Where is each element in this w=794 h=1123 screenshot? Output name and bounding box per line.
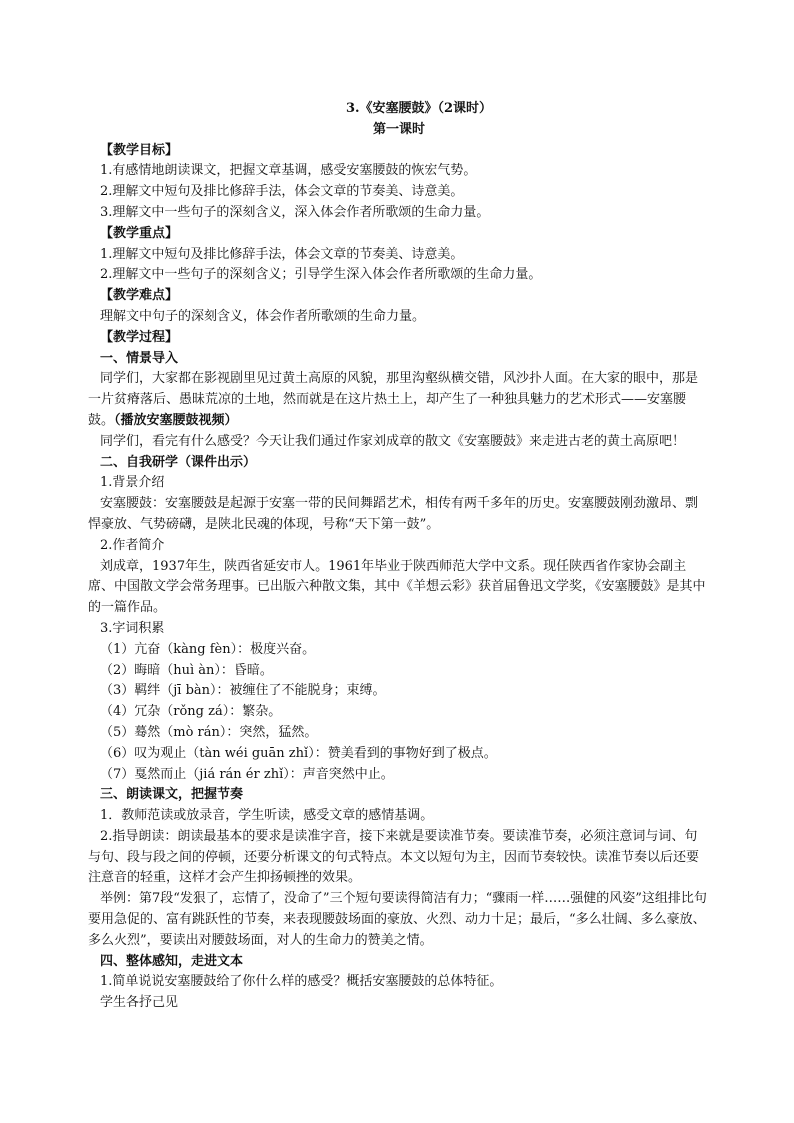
vocab-item: （5）蓦然（mò rán）：突然，猛然。 [100,724,318,740]
goal-item: 3.理解文中一些句子的深刻含义，深入体会作者所歌颂的生命力量。 [100,204,490,220]
difficulty-text: 理解文中句子的深刻含义，体会作者所歌颂的生命力量。 [100,308,426,324]
section1-paragraph [88,369,710,431]
section3-item1: 1．教师范读或放录音，学生听读，感受文章的感情基调。 [100,808,434,824]
vocab-heading: 3.字词积累 [100,620,165,636]
key-item: 1.理解文中短句及排比修辞手法，体会文章的节奏美、诗意美。 [100,246,464,262]
lesson-title: 3.《安塞腰鼓》（2课时） [345,101,493,116]
section4-item2: 学生各抒己见 [100,995,179,1011]
document-body [88,99,710,1014]
section1-paragraph2: 同学们，看完有什么感受？今天让我们通过作家刘成章的散文《安塞腰鼓》来走进古老的黄土高原吧！ [100,433,686,449]
section1-heading: 一、情景导入 [100,350,179,366]
author-text: 刘成章，1937年生，陕西省延安市人。1961年毕业于陕西师范大学中文系。现任陕西省作家协会副主席、中国散文学会常务理事。已出版六种散文集，其中《羊想云彩》获首届鲁迅文学奖，《安塞腰鼓》是其中的一篇作品。 [88,558,706,616]
vocab-item: （1）亢奋（kàng fèn）：极度兴奋。 [100,641,316,657]
vocab-item: （3）羁绊（jī bàn）：被缠住了不能脱身；束缚。 [100,683,386,699]
key-heading: 【教学重点】 [100,225,179,241]
difficulty-heading: 【教学难点】 [100,288,179,304]
video-note: （播放安塞腰鼓视频） [114,412,238,428]
background-heading: 1.背景介绍 [100,475,165,491]
section3-heading: 三、朗读课文，把握节奏 [100,787,244,803]
process-heading: 【教学过程】 [100,329,179,345]
lesson-subtitle: 第一课时 [372,121,425,137]
section4-item1: 1.简单说说安塞腰鼓给了你什么样的感受？概括安塞腰鼓的总体特征。 [100,974,503,990]
section1-text: 同学们，大家都在影视剧里见过黄土高原的风貌，那里沟壑纵横交错，风沙扑人面。在大家的眼中，那是一片贫瘠落后、愚昧荒凉的土地，然而就是在这片热土上，却产生了一种独具魅力的艺术形式——安塞腰鼓。 [88,371,699,428]
author-heading: 2.作者简介 [100,537,165,553]
vocab-item: （2）晦暗（huì àn）：昏暗。 [100,662,273,678]
section4-heading: 四、整体感知，走进文本 [100,953,244,969]
section2-heading: 二、自我研学（课件出示） [100,454,257,470]
goals-heading: 【教学目标】 [100,142,179,158]
goal-item: 1.有感情地朗读课文，把握文章基调，感受安塞腰鼓的恢宏气势。 [100,163,477,179]
background-text: 安塞腰鼓：安塞腰鼓是起源于安塞一带的民间舞蹈艺术，相传有两千多年的历史。安塞腰鼓刚劲激昂、剽悍豪放、气势磅礴，是陕北民魂的体现，号称“天下第一鼓”。 [88,496,699,532]
section3-item2: 2.指导朗读：朗读最基本的要求是读准字音，接下来就是要读准节奏。要读准节奏，必须注意词与词、句与句、段与段之间的停顿，还要分析课文的句式特点。本文以短句为主，因而节奏较快。读准节奏以后还要注意音的轻重，这样才会产生抑扬顿挫的效果。 [88,828,700,886]
vocab-item: （6）叹为观止（tàn wéi guān zhǐ）：赞美看到的事物好到了极点。 [100,745,497,761]
vocab-item: （4）冗杂（rǒng zá）：繁杂。 [100,704,282,720]
section3-item3: 举例：第7段“发狠了，忘情了，没命了”三个短句要读得简洁有力；“骤雨一样……强健的风姿”这组排比句要用急促的、富有跳跃性的节奏，来表现腰鼓场面的豪放、火烈、动力十足；最后，“多么壮阔、多么豪放、多么火烈”，要读出对腰鼓场面，对人的生命力的赞美之情。 [88,891,707,948]
vocab-item: （7）戛然而止（jiá rán ér zhǐ）：声音突然中止。 [100,766,394,782]
key-item: 2.理解文中一些句子的深刻含义；引导学生深入体会作者所歌颂的生命力量。 [100,267,542,283]
goal-item: 2.理解文中短句及排比修辞手法，体会文章的节奏美、诗意美。 [100,184,464,200]
